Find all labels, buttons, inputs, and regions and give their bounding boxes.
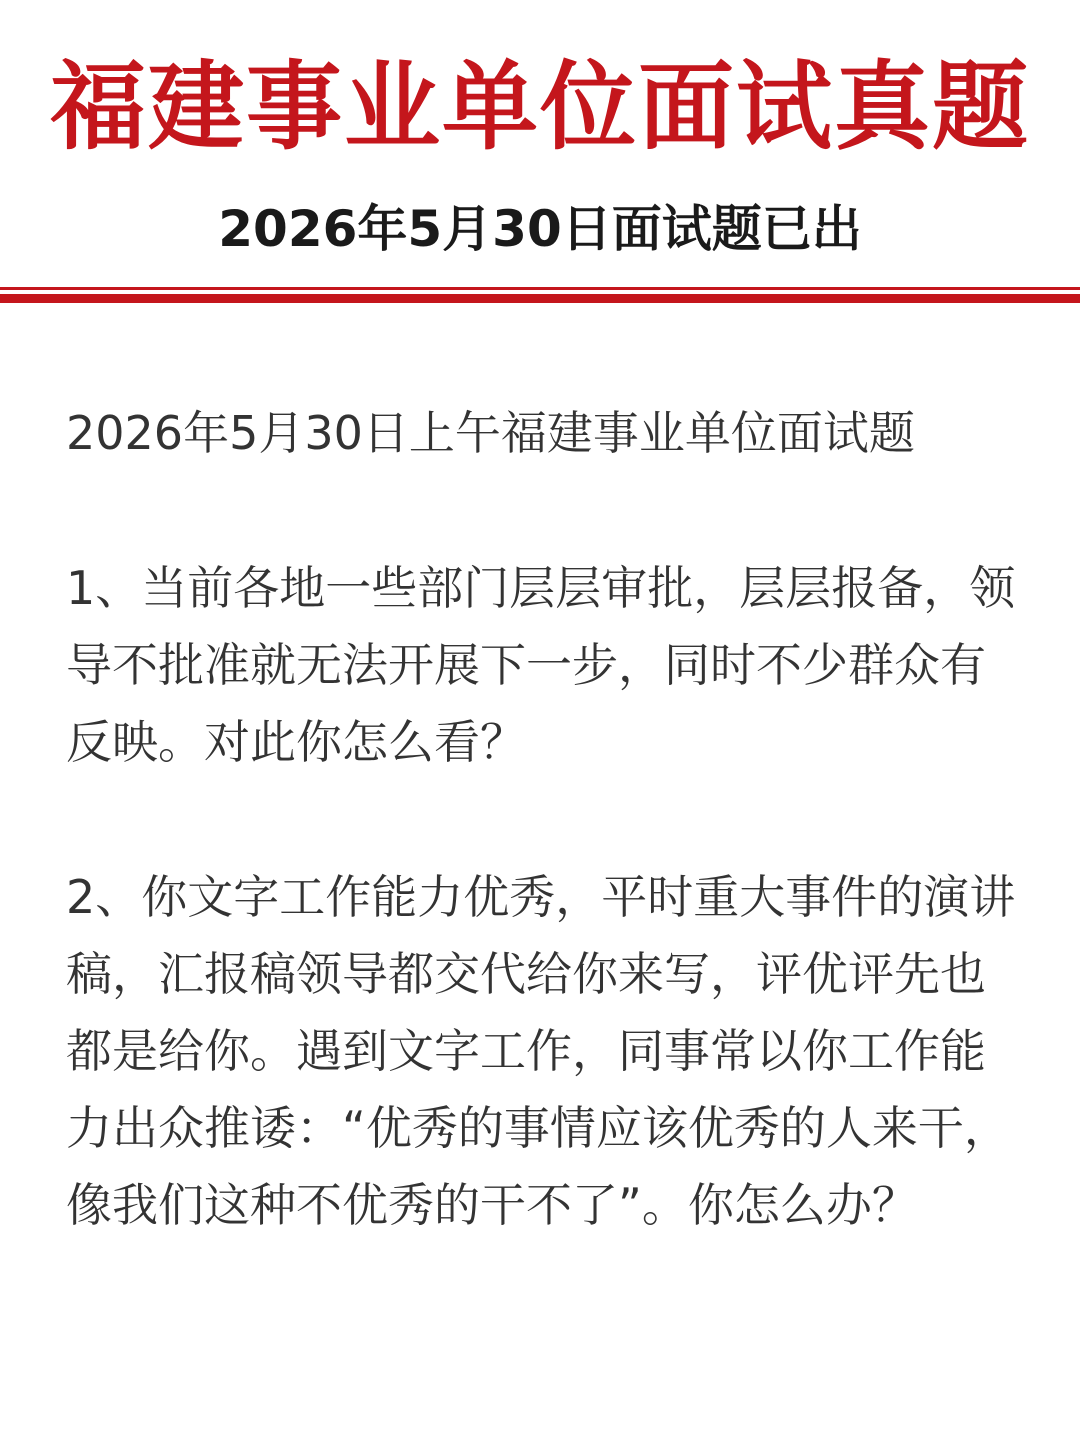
header-divider-thick [0,294,1080,303]
article-body [66,395,1016,1322]
page-subtitle: 2026年5月30日面试题已出 [218,200,862,258]
header [0,0,1080,290]
question-2: 2、你文字工作能力优秀，平时重大事件的演讲稿，汇报稿领导都交代给你来写，评优评先也都是给你。遇到文字工作，同事常以你工作能力出众推诿：“优秀的事情应该优秀的人来干，像我们这种不优秀的干不了”。你怎么办？ [66,870,1016,1232]
question-1: 1、当前各地一些部门层层审批，层层报备，领导不批准就无法开展下一步，同时不少群众有反映。对此你怎么看？ [66,561,1016,769]
article-intro: 2026年5月30日上午福建事业单位面试题 [66,406,915,460]
page-title: 福建事业单位面试真题 [50,51,1030,163]
header-divider-thin [0,287,1080,290]
